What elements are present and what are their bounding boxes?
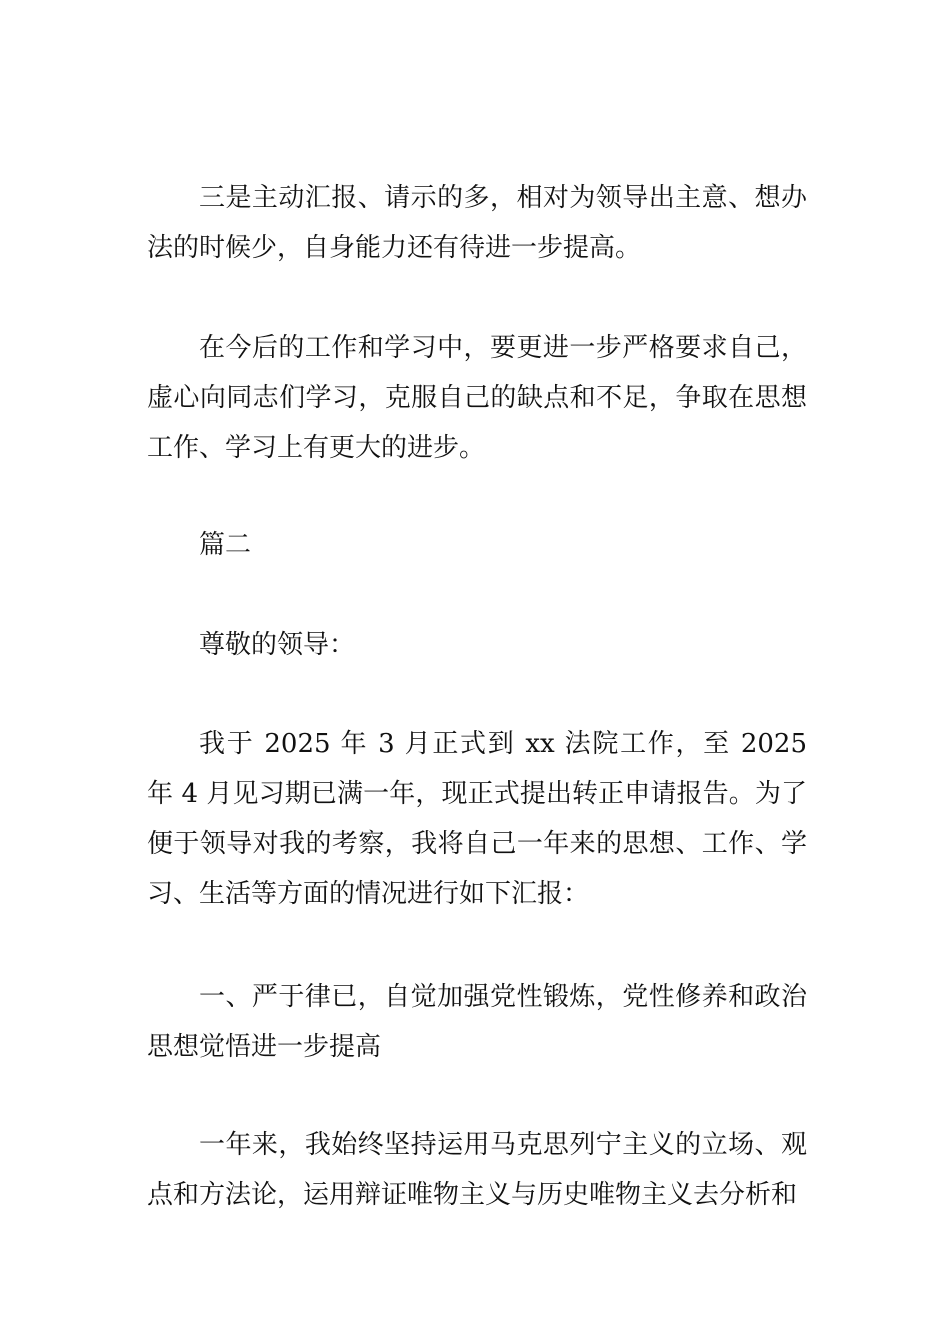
- paragraph-self-reflection-3: 三是主动汇报、请示的多，相对为领导出主意、想办法的时候少，自身能力还有待进一步提高。: [147, 183, 807, 263]
- paragraph-application-intro: 我于 2025 年 3 月正式到 xx 法院工作，至 2025 年 4 月见习期已满一年，现正式提出转正申请报告。为了便于领导对我的考察，我将自己一年来的思想、工作、学习、生活等方面的情况进行如下汇报：: [147, 729, 807, 909]
- paragraph-future-commitment: 在今后的工作和学习中，要更进一步严格要求自己，虚心向同志们学习，克服自己的缺点和不足，争取在思想工作、学习上有更大的进步。: [147, 333, 807, 463]
- section-heading-part-two: 篇二: [199, 530, 252, 560]
- section-heading-one: 一、严于律已，自觉加强党性锻炼，党性修养和政治思想觉悟进一步提高: [147, 982, 807, 1062]
- paragraph-year-review: 一年来，我始终坚持运用马克思列宁主义的立场、观点和方法论，运用辩证唯物主义与历史唯物主义去分析和: [147, 1130, 807, 1210]
- salutation: 尊敬的领导：: [199, 630, 356, 660]
